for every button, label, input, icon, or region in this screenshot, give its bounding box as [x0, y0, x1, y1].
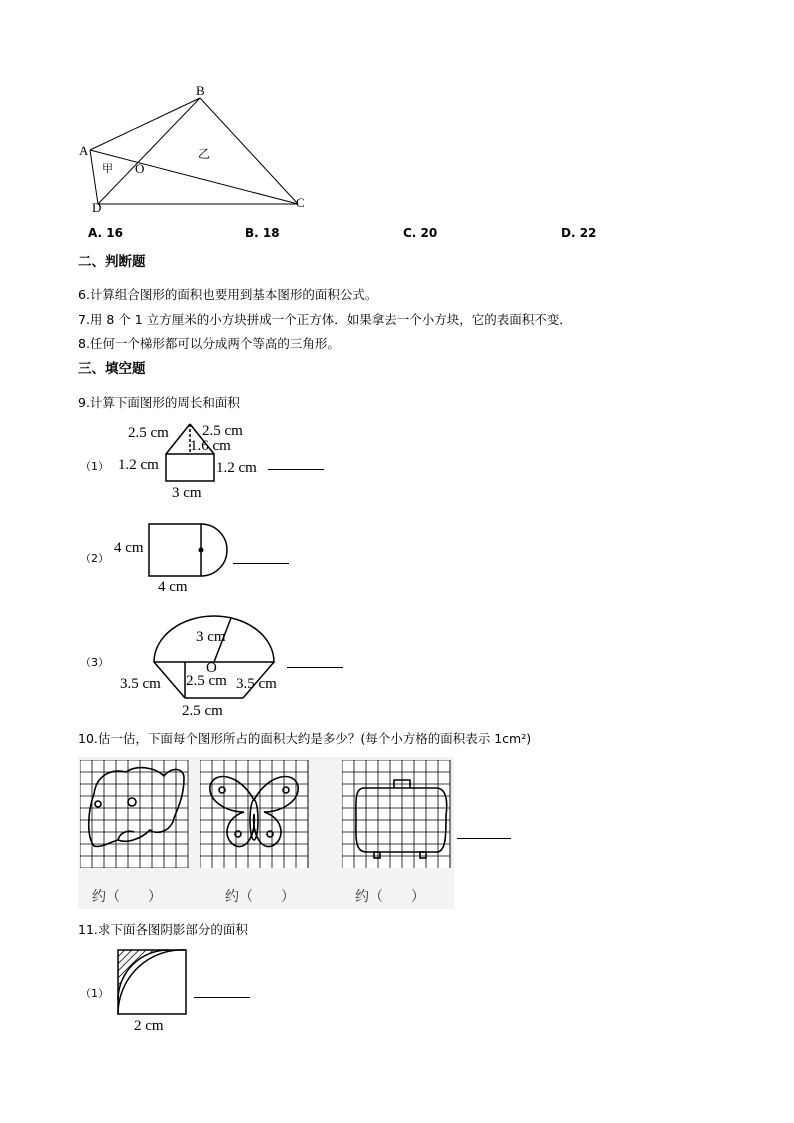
estimate-label-3: 约（ ）: [355, 889, 425, 905]
question-6: 6.计算组合图形的面积也要用到基本图形的面积公式。: [78, 287, 378, 302]
estimate-label-1: 约（ ）: [92, 889, 162, 905]
q9-fig2-number: （2）: [80, 552, 109, 565]
option-d[interactable]: D. 22: [561, 226, 597, 240]
q9-fig3-number: （3）: [80, 656, 109, 669]
label-jia: 甲: [102, 163, 113, 175]
q9-fig2-bottom: 4 cm: [158, 579, 188, 595]
estimate-label-2: 约（ ）: [225, 889, 295, 905]
q9-fig3-left-slant: 3.5 cm: [120, 676, 161, 692]
q9-fig3-radius: 3 cm: [196, 629, 226, 645]
q9-fig1-height: 1.6 cm: [190, 438, 231, 454]
q9-fig2-square-semicircle: [140, 518, 240, 582]
q9-fig3-center: O: [206, 660, 217, 676]
q9-fig1-number: （1）: [80, 460, 109, 473]
label-b: B: [196, 83, 205, 98]
q9-fig3-height: 2.5 cm: [186, 673, 227, 689]
suitcase-grid: [342, 760, 452, 868]
option-a[interactable]: A. 16: [88, 226, 123, 240]
q9-fig1-left-side: 1.2 cm: [118, 457, 159, 473]
q9-fig1-slant-right: 2.5 cm: [202, 423, 243, 439]
q11-shaded-square: [114, 946, 194, 1018]
option-b[interactable]: B. 18: [245, 226, 280, 240]
q9-fig3-bottom: 2.5 cm: [182, 703, 223, 719]
q9-fig1-answer-blank[interactable]: [268, 469, 324, 470]
question-7: 7.用 8 个 1 立方厘米的小方块拼成一个正方体．如果拿去一个小方块，它的表面积不变．: [78, 312, 572, 327]
q9-fig3-right-slant: 3.5 cm: [236, 676, 277, 692]
label-d: D: [92, 200, 102, 215]
q10-answer-blank[interactable]: [457, 838, 511, 839]
label-c: C: [296, 195, 305, 210]
label-o: O: [135, 161, 145, 176]
q9-fig3-answer-blank[interactable]: [287, 667, 343, 668]
label-yi: 乙: [198, 147, 211, 161]
q9-fig2-side: 4 cm: [114, 540, 144, 556]
q11-fig1-answer-blank[interactable]: [194, 997, 250, 998]
elephant-grid: [80, 760, 190, 868]
question-10: 10.估一估，下面每个图形所占的面积大约是多少？(每个小方格的面积表示 1cm²): [78, 731, 532, 746]
q9-fig2-answer-blank[interactable]: [233, 563, 289, 564]
q9-fig1-bottom: 3 cm: [172, 485, 202, 501]
section-judgment-heading: 二、判断题: [78, 254, 146, 270]
q9-fig1-right-side: 1.2 cm: [216, 460, 257, 476]
question-9: 9.计算下面图形的周长和面积: [78, 395, 240, 410]
quadrilateral-figure: [70, 80, 330, 220]
q11-fig1-side: 2 cm: [134, 1018, 164, 1034]
question-8: 8.任何一个梯形都可以分成两个等高的三角形。: [78, 336, 340, 351]
question-11: 11.求下面各图阴影部分的面积: [78, 922, 248, 937]
q9-fig1-slant-left: 2.5 cm: [128, 425, 169, 441]
butterfly-grid: [200, 760, 310, 868]
option-c[interactable]: C. 20: [403, 226, 438, 240]
label-a: A: [79, 143, 89, 158]
q11-fig1-number: （1）: [80, 987, 109, 1000]
section-fill-heading: 三、填空题: [78, 361, 146, 377]
